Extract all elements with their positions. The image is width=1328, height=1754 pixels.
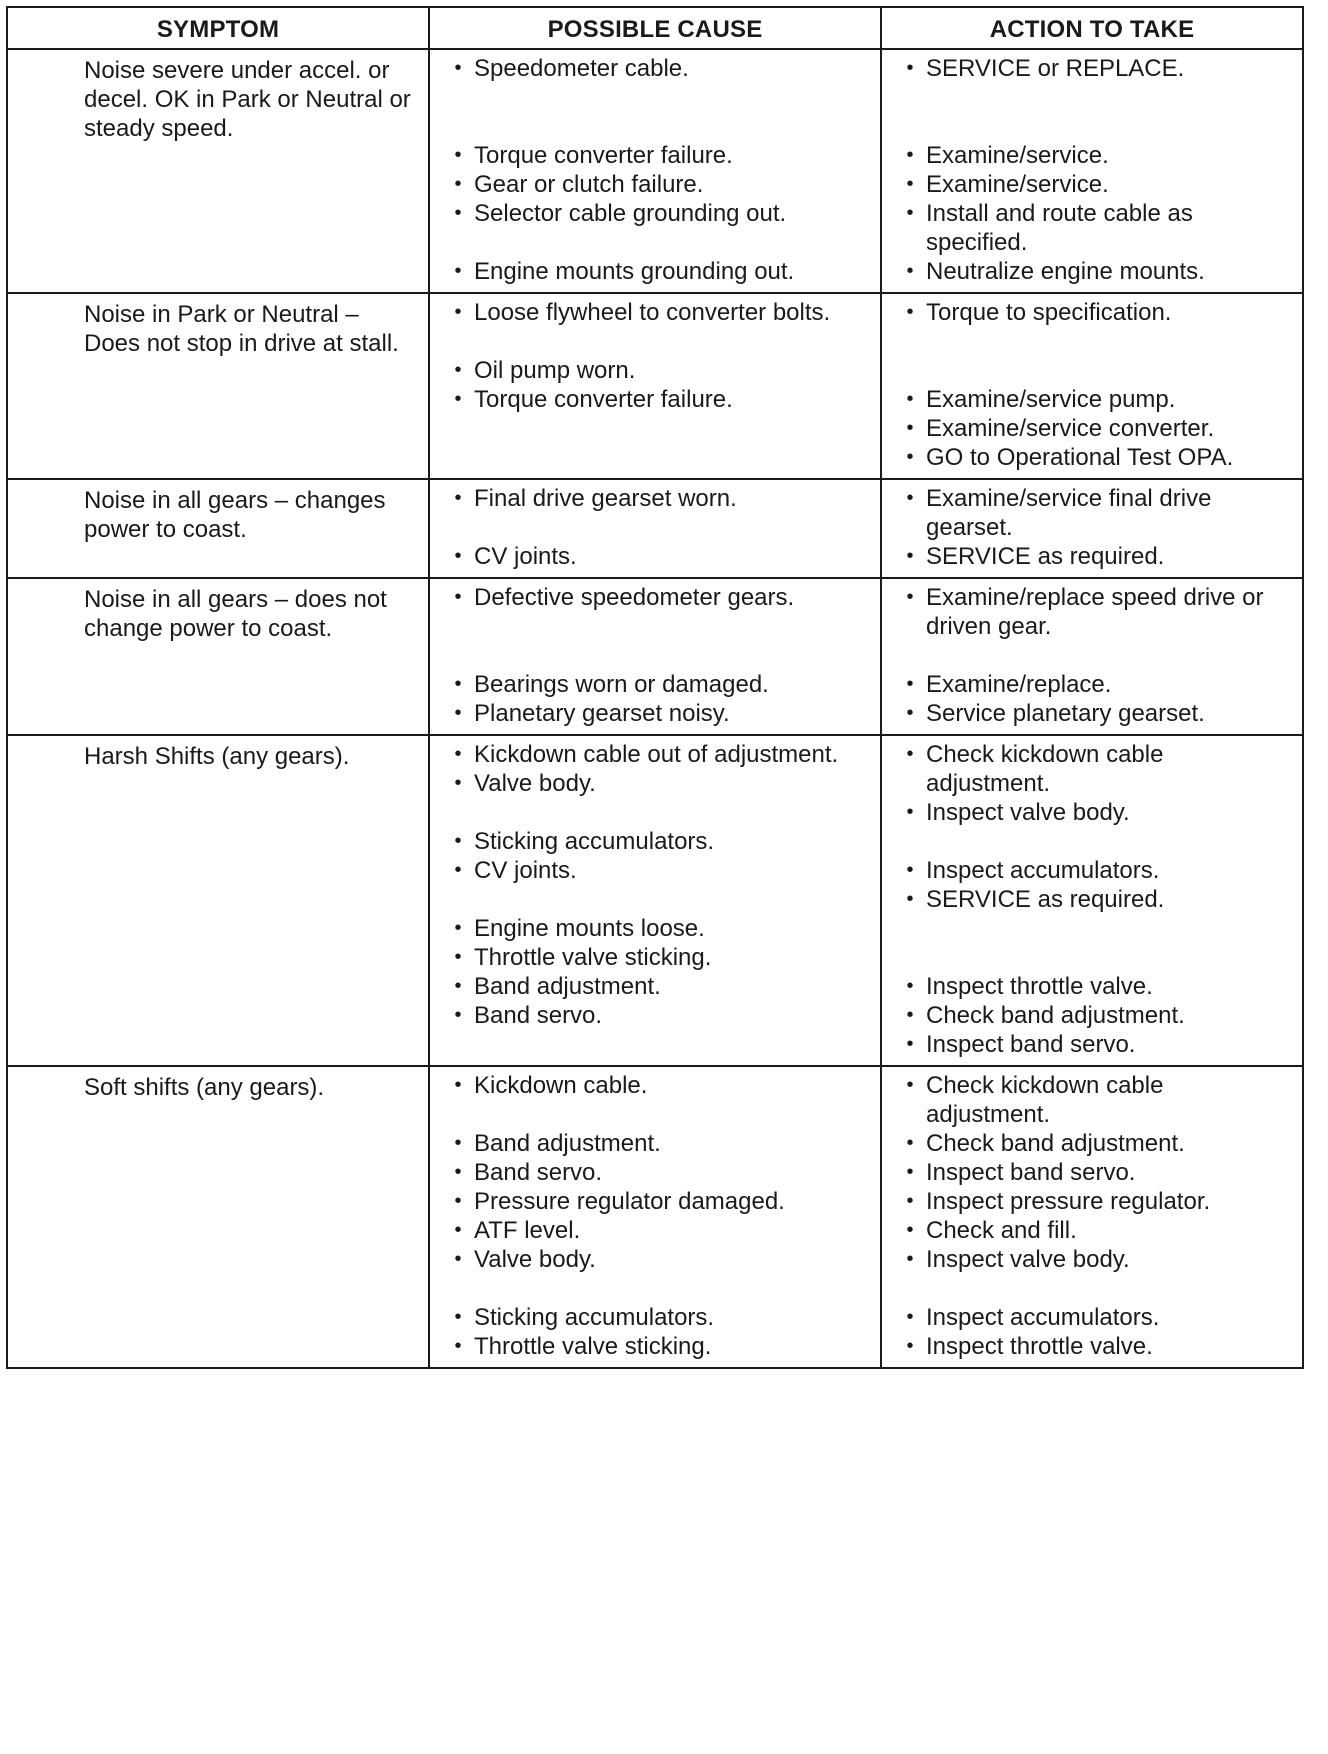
bullet-icon: • bbox=[454, 1074, 462, 1096]
cause-item-text: Gear or clutch failure. bbox=[474, 171, 704, 198]
action-item bbox=[896, 1216, 1294, 1245]
bullet-icon: • bbox=[906, 1132, 914, 1154]
bullet-icon: • bbox=[906, 545, 914, 567]
spacer bbox=[896, 641, 1294, 670]
bullet-icon: • bbox=[454, 702, 462, 724]
action-item bbox=[896, 1071, 1294, 1129]
bullet-icon: • bbox=[454, 673, 462, 695]
action-item bbox=[896, 740, 1294, 798]
cause-item-text: Torque converter failure. bbox=[474, 142, 733, 169]
cause-item-text: Oil pump worn. bbox=[474, 357, 636, 384]
action-to-take-header: ACTION TO TAKE bbox=[881, 7, 1303, 49]
bullet-icon: • bbox=[454, 1132, 462, 1154]
spacer bbox=[444, 112, 872, 141]
symptom-text: Noise in all gears – changes power to coast. bbox=[84, 487, 386, 543]
action-item-text: Torque to specification. bbox=[926, 299, 1172, 326]
spacer bbox=[896, 943, 1294, 972]
bullet-icon: • bbox=[906, 417, 914, 439]
action-item-text: Examine/replace speed drive or driven gear. bbox=[926, 584, 1264, 640]
cause-item-text: CV joints. bbox=[474, 857, 577, 884]
diagnosis-table bbox=[6, 6, 1304, 1369]
action-item bbox=[896, 484, 1294, 542]
action-item bbox=[896, 583, 1294, 641]
spacer bbox=[896, 327, 1294, 356]
symptom-cell bbox=[7, 1066, 429, 1368]
symptom-text: Noise in all gears – does not change power to coast. bbox=[84, 586, 387, 642]
bullet-icon: • bbox=[906, 1335, 914, 1357]
spacer bbox=[444, 1274, 872, 1303]
spacer bbox=[444, 885, 872, 914]
action-cell bbox=[881, 735, 1303, 1066]
bullet-icon: • bbox=[906, 975, 914, 997]
cause-item bbox=[444, 199, 872, 228]
table-row bbox=[7, 578, 1303, 735]
bullet-icon: • bbox=[906, 260, 914, 282]
bullet-icon: • bbox=[454, 487, 462, 509]
bullet-icon: • bbox=[906, 1219, 914, 1241]
action-item-text: Install and route cable as specified. bbox=[926, 200, 1193, 256]
table-header bbox=[7, 7, 1303, 49]
cause-item bbox=[444, 170, 872, 199]
bullet-icon: • bbox=[454, 57, 462, 79]
cause-item bbox=[444, 54, 872, 83]
bullet-icon: • bbox=[906, 673, 914, 695]
cause-item-text: Kickdown cable out of adjustment. bbox=[474, 741, 839, 768]
action-item bbox=[896, 298, 1294, 327]
action-item-text: SERVICE as required. bbox=[926, 543, 1165, 570]
bullet-icon: • bbox=[906, 1248, 914, 1270]
table-row bbox=[7, 1066, 1303, 1368]
bullet-icon: • bbox=[906, 57, 914, 79]
bullet-icon: • bbox=[454, 1248, 462, 1270]
action-item-text: Check band adjustment. bbox=[926, 1130, 1185, 1157]
spacer bbox=[444, 641, 872, 670]
cause-item bbox=[444, 298, 872, 327]
action-item-text: GO to Operational Test OPA. bbox=[926, 444, 1234, 471]
cause-item bbox=[444, 670, 872, 699]
action-item-text: Check kickdown cable adjustment. bbox=[926, 1072, 1164, 1128]
symptom-cell bbox=[7, 735, 429, 1066]
cause-item bbox=[444, 484, 872, 513]
bullet-icon: • bbox=[906, 1161, 914, 1183]
action-item bbox=[896, 1158, 1294, 1187]
action-item-text: SERVICE as required. bbox=[926, 886, 1165, 913]
action-item-text: Check kickdown cable adjustment. bbox=[926, 741, 1164, 797]
action-item bbox=[896, 1001, 1294, 1030]
bullet-icon: • bbox=[454, 260, 462, 282]
cause-item-text: Speedometer cable. bbox=[474, 55, 689, 82]
possible-cause-cell bbox=[429, 578, 881, 735]
cause-item bbox=[444, 827, 872, 856]
spacer bbox=[896, 83, 1294, 112]
action-item-text: Inspect band servo. bbox=[926, 1031, 1136, 1058]
bullet-icon: • bbox=[454, 859, 462, 881]
bullet-icon: • bbox=[454, 144, 462, 166]
spacer bbox=[444, 327, 872, 356]
table-row bbox=[7, 735, 1303, 1066]
table-row bbox=[7, 479, 1303, 578]
cause-item bbox=[444, 385, 872, 414]
bullet-icon: • bbox=[906, 702, 914, 724]
spacer bbox=[444, 83, 872, 112]
cause-item-text: Torque converter failure. bbox=[474, 386, 733, 413]
action-item-text: Examine/service. bbox=[926, 142, 1109, 169]
spacer bbox=[896, 1274, 1294, 1303]
cause-item-text: Pressure regulator damaged. bbox=[474, 1188, 785, 1215]
bullet-icon: • bbox=[906, 888, 914, 910]
cause-item-text: Sticking accumulators. bbox=[474, 828, 715, 855]
action-item-text: SERVICE or REPLACE. bbox=[926, 55, 1185, 82]
action-item bbox=[896, 385, 1294, 414]
symptom-cell bbox=[7, 293, 429, 479]
bullet-icon: • bbox=[906, 388, 914, 410]
spacer bbox=[896, 827, 1294, 856]
action-item bbox=[896, 798, 1294, 827]
bullet-icon: • bbox=[454, 545, 462, 567]
action-item-text: Inspect throttle valve. bbox=[926, 973, 1153, 1000]
action-item bbox=[896, 1332, 1294, 1361]
action-item bbox=[896, 1129, 1294, 1158]
symptom-cell bbox=[7, 479, 429, 578]
action-item-text: Inspect accumulators. bbox=[926, 1304, 1160, 1331]
bullet-icon: • bbox=[906, 1306, 914, 1328]
action-item-text: Inspect throttle valve. bbox=[926, 1333, 1153, 1360]
cause-item-text: Throttle valve sticking. bbox=[474, 1333, 712, 1360]
bullet-icon: • bbox=[454, 202, 462, 224]
cause-item-text: Selector cable grounding out. bbox=[474, 200, 787, 227]
bullet-icon: • bbox=[454, 586, 462, 608]
cause-item-text: Band servo. bbox=[474, 1159, 603, 1186]
action-item bbox=[896, 170, 1294, 199]
action-item-text: Examine/service pump. bbox=[926, 386, 1176, 413]
symptom-text: Noise severe under accel. or decel. OK in Park or Neutral or steady speed. bbox=[84, 57, 411, 142]
action-item bbox=[896, 54, 1294, 83]
action-item-text: Service planetary gearset. bbox=[926, 700, 1205, 727]
cause-item bbox=[444, 1216, 872, 1245]
action-item-text: Examine/service final drive gearset. bbox=[926, 485, 1212, 541]
bullet-icon: • bbox=[906, 1004, 914, 1026]
bullet-icon: • bbox=[454, 946, 462, 968]
cause-item bbox=[444, 1332, 872, 1361]
cause-item bbox=[444, 542, 872, 571]
action-cell bbox=[881, 1066, 1303, 1368]
action-item bbox=[896, 199, 1294, 257]
symptom-cell bbox=[7, 578, 429, 735]
bullet-icon: • bbox=[906, 487, 914, 509]
bullet-icon: • bbox=[906, 1033, 914, 1055]
action-item-text: Neutralize engine mounts. bbox=[926, 258, 1205, 285]
action-item bbox=[896, 1245, 1294, 1274]
bullet-icon: • bbox=[454, 743, 462, 765]
action-item bbox=[896, 257, 1294, 286]
action-item bbox=[896, 1187, 1294, 1216]
action-item bbox=[896, 885, 1294, 914]
cause-item-text: Kickdown cable. bbox=[474, 1072, 648, 1099]
action-item bbox=[896, 670, 1294, 699]
bullet-icon: • bbox=[454, 917, 462, 939]
cause-item bbox=[444, 1158, 872, 1187]
symptom-cell bbox=[7, 49, 429, 293]
bullet-icon: • bbox=[454, 975, 462, 997]
action-item-text: Inspect band servo. bbox=[926, 1159, 1136, 1186]
bullet-icon: • bbox=[906, 586, 914, 608]
cause-item bbox=[444, 1001, 872, 1030]
possible-cause-cell bbox=[429, 479, 881, 578]
action-item-text: Examine/service converter. bbox=[926, 415, 1215, 442]
bullet-icon: • bbox=[454, 301, 462, 323]
bullet-icon: • bbox=[454, 1190, 462, 1212]
action-item-text: Examine/replace. bbox=[926, 671, 1112, 698]
bullet-icon: • bbox=[454, 830, 462, 852]
action-item bbox=[896, 699, 1294, 728]
cause-item-text: Engine mounts loose. bbox=[474, 915, 705, 942]
bullet-icon: • bbox=[906, 446, 914, 468]
cause-item-text: Planetary gearset noisy. bbox=[474, 700, 730, 727]
bullet-icon: • bbox=[454, 1004, 462, 1026]
symptom-text: Harsh Shifts (any gears). bbox=[84, 743, 350, 770]
cause-item bbox=[444, 1129, 872, 1158]
action-cell bbox=[881, 49, 1303, 293]
bullet-icon: • bbox=[454, 1306, 462, 1328]
action-item bbox=[896, 972, 1294, 1001]
possible-cause-header: POSSIBLE CAUSE bbox=[429, 7, 881, 49]
action-item bbox=[896, 443, 1294, 472]
bullet-icon: • bbox=[906, 743, 914, 765]
cause-item-text: Bearings worn or damaged. bbox=[474, 671, 769, 698]
possible-cause-cell bbox=[429, 293, 881, 479]
bullet-icon: • bbox=[454, 772, 462, 794]
cause-item bbox=[444, 1071, 872, 1100]
bullet-icon: • bbox=[906, 859, 914, 881]
bullet-icon: • bbox=[906, 144, 914, 166]
action-item bbox=[896, 414, 1294, 443]
action-item-text: Inspect pressure regulator. bbox=[926, 1188, 1211, 1215]
spacer bbox=[896, 112, 1294, 141]
cause-item bbox=[444, 583, 872, 612]
action-item-text: Inspect valve body. bbox=[926, 799, 1130, 826]
cause-item bbox=[444, 1303, 872, 1332]
bullet-icon: • bbox=[906, 301, 914, 323]
spacer bbox=[444, 612, 872, 641]
cause-item bbox=[444, 943, 872, 972]
cause-item-text: ATF level. bbox=[474, 1217, 581, 1244]
cause-item bbox=[444, 699, 872, 728]
bullet-icon: • bbox=[454, 1219, 462, 1241]
bullet-icon: • bbox=[906, 202, 914, 224]
header-row bbox=[7, 7, 1303, 49]
possible-cause-cell bbox=[429, 49, 881, 293]
possible-cause-cell bbox=[429, 735, 881, 1066]
cause-item-text: Sticking accumulators. bbox=[474, 1304, 715, 1331]
action-item-text: Examine/service. bbox=[926, 171, 1109, 198]
cause-item-text: Band adjustment. bbox=[474, 1130, 661, 1157]
bullet-icon: • bbox=[454, 1335, 462, 1357]
cause-item bbox=[444, 740, 872, 769]
cause-item bbox=[444, 1187, 872, 1216]
table-row bbox=[7, 49, 1303, 293]
action-item-text: Check band adjustment. bbox=[926, 1002, 1185, 1029]
action-item-text: Check and fill. bbox=[926, 1217, 1077, 1244]
cause-item-text: Final drive gearset worn. bbox=[474, 485, 737, 512]
cause-item bbox=[444, 769, 872, 798]
bullet-icon: • bbox=[454, 1161, 462, 1183]
cause-item-text: Defective speedometer gears. bbox=[474, 584, 795, 611]
cause-item-text: Band servo. bbox=[474, 1002, 603, 1029]
cause-item bbox=[444, 257, 872, 286]
spacer bbox=[444, 798, 872, 827]
cause-item-text: Throttle valve sticking. bbox=[474, 944, 712, 971]
table-row bbox=[7, 293, 1303, 479]
cause-item bbox=[444, 972, 872, 1001]
cause-item bbox=[444, 1245, 872, 1274]
possible-cause-cell bbox=[429, 1066, 881, 1368]
symptom-header: SYMPTOM bbox=[7, 7, 429, 49]
cause-item bbox=[444, 356, 872, 385]
action-cell bbox=[881, 578, 1303, 735]
cause-item-text: Band adjustment. bbox=[474, 973, 661, 1000]
spacer bbox=[896, 356, 1294, 385]
spacer bbox=[444, 1100, 872, 1129]
cause-item bbox=[444, 914, 872, 943]
cause-item-text: Valve body. bbox=[474, 770, 596, 797]
cause-item-text: CV joints. bbox=[474, 543, 577, 570]
bullet-icon: • bbox=[906, 1074, 914, 1096]
action-item-text: Inspect valve body. bbox=[926, 1246, 1130, 1273]
action-item bbox=[896, 542, 1294, 571]
bullet-icon: • bbox=[906, 173, 914, 195]
cause-item-text: Loose flywheel to converter bolts. bbox=[474, 299, 831, 326]
action-item bbox=[896, 141, 1294, 170]
cause-item-text: Valve body. bbox=[474, 1246, 596, 1273]
bullet-icon: • bbox=[454, 388, 462, 410]
action-cell bbox=[881, 479, 1303, 578]
action-item bbox=[896, 856, 1294, 885]
symptom-text: Noise in Park or Neutral – Does not stop in drive at stall. bbox=[84, 301, 399, 357]
cause-item-text: Engine mounts grounding out. bbox=[474, 258, 795, 285]
bullet-icon: • bbox=[906, 801, 914, 823]
cause-item bbox=[444, 856, 872, 885]
action-item bbox=[896, 1030, 1294, 1059]
bullet-icon: • bbox=[454, 173, 462, 195]
action-cell bbox=[881, 293, 1303, 479]
spacer bbox=[444, 513, 872, 542]
symptom-text: Soft shifts (any gears). bbox=[84, 1074, 325, 1101]
action-item bbox=[896, 1303, 1294, 1332]
bullet-icon: • bbox=[454, 359, 462, 381]
spacer bbox=[896, 914, 1294, 943]
action-item-text: Inspect accumulators. bbox=[926, 857, 1160, 884]
table-body bbox=[7, 49, 1303, 1368]
cause-item bbox=[444, 141, 872, 170]
spacer bbox=[444, 228, 872, 257]
bullet-icon: • bbox=[906, 1190, 914, 1212]
